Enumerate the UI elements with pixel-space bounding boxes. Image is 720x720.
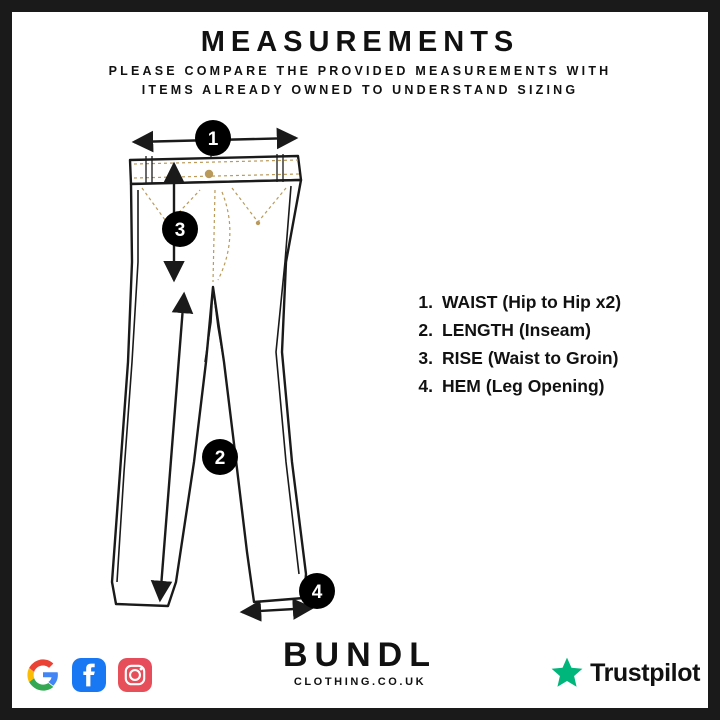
subtitle-line-1: PLEASE COMPARE THE PROVIDED MEASUREMENTS WITH — [108, 64, 612, 78]
brand-name: BUNDL — [283, 636, 437, 674]
legend-hem-desc: (Leg Opening) — [485, 376, 605, 396]
google-icon[interactable] — [26, 658, 60, 692]
header — [12, 22, 708, 100]
legend-item-waist — [407, 292, 697, 313]
legend-item-hem — [407, 376, 697, 397]
badge-4-label: 4 — [311, 582, 323, 603]
trustpilot-label: Trustpilot — [590, 658, 700, 687]
legend-waist-term: WAIST — [442, 292, 498, 312]
legend-length-number: 2. — [418, 320, 433, 340]
legend-hem-number: 4. — [418, 376, 433, 396]
badge-3-label: 3 — [174, 220, 186, 241]
badge-2-label: 2 — [214, 448, 226, 469]
instagram-icon[interactable] — [118, 658, 152, 692]
legend-length-desc: (Inseam) — [518, 320, 591, 340]
jeans-outline — [112, 156, 306, 606]
legend-rise-desc: (Waist to Groin) — [487, 348, 619, 368]
legend-length-term: LENGTH — [442, 320, 514, 340]
legend-rise-term: RISE — [442, 348, 483, 368]
legend-waist-number: 1. — [418, 292, 433, 312]
social-links — [26, 658, 152, 692]
jeans-illustration — [72, 112, 402, 632]
badge-1 — [195, 120, 231, 156]
legend-item-rise — [407, 348, 697, 369]
jeans-measurement-diagram — [72, 112, 402, 632]
legend-item-length — [407, 320, 697, 341]
footer — [12, 612, 708, 708]
subtitle-line-2: ITEMS ALREADY OWNED TO UNDERSTAND SIZING — [141, 83, 579, 97]
badge-3 — [162, 211, 198, 247]
trustpilot-badge[interactable] — [550, 656, 700, 690]
badge-2 — [202, 439, 238, 475]
brand-website: CLOTHING.CO.UK — [293, 676, 427, 688]
facebook-icon[interactable] — [72, 658, 106, 692]
badge-4 — [299, 573, 335, 609]
badge-1-label: 1 — [207, 129, 219, 150]
legend-waist-desc: (Hip to Hip x2) — [502, 292, 622, 312]
page-title: MEASUREMENTS — [200, 26, 520, 58]
legend-rise-number: 3. — [418, 348, 433, 368]
brand-logo — [283, 636, 437, 690]
measurement-legend — [407, 292, 697, 404]
trustpilot-star-icon — [550, 656, 584, 690]
legend-hem-term: HEM — [442, 376, 481, 396]
